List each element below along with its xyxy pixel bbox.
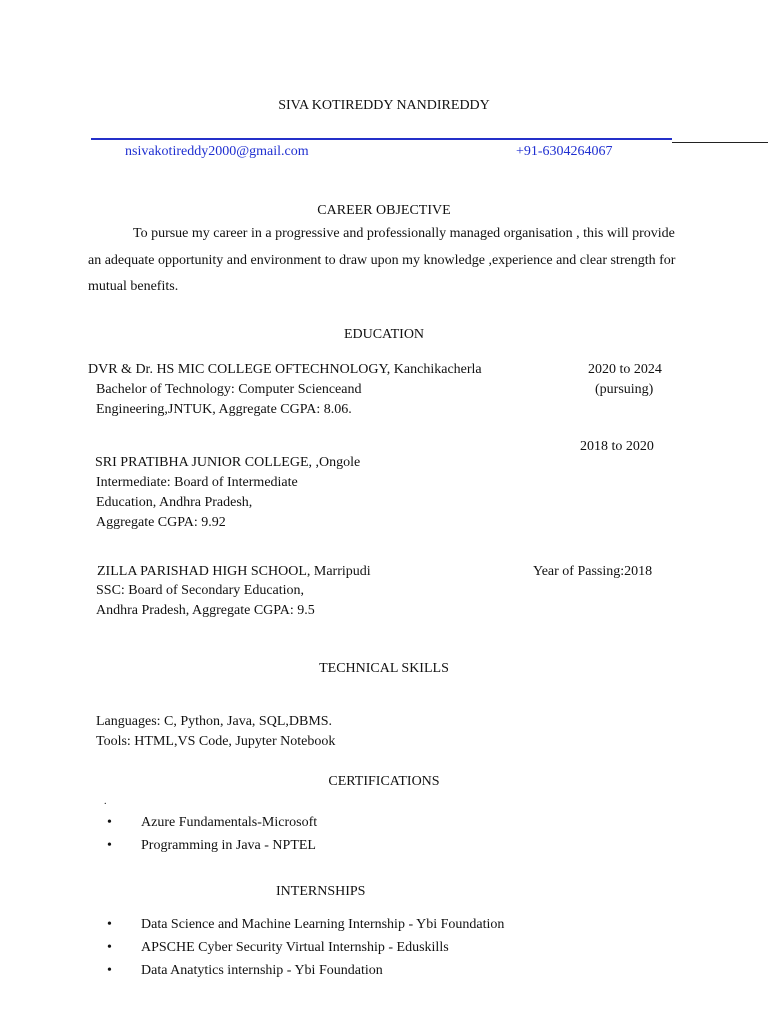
bullet-icon: • xyxy=(107,815,112,830)
certifications-heading: CERTIFICATIONS xyxy=(328,774,440,789)
internship-label: APSCHE Cyber Security Virtual Internship - Eduskills xyxy=(141,940,449,955)
bullet-icon: • xyxy=(107,917,112,932)
email-link[interactable]: nsivakotireddy2000@gmail.com xyxy=(125,144,309,159)
technical-skills-heading: TECHNICAL SKILLS xyxy=(319,661,449,676)
internships-heading: INTERNSHIPS xyxy=(276,884,366,899)
technical-skills-list xyxy=(96,712,335,752)
internship-item xyxy=(105,913,504,936)
bullet-icon: • xyxy=(107,963,112,978)
career-objective-text: To pursue my career in a progressive and professionally managed organisation , this will provide an adequate opportunity and environment to draw upon my knowledge ,experience and clear strength for mutual benefits. xyxy=(88,226,676,294)
candidate-name: SIVA KOTIREDDY NANDIREDDY xyxy=(278,98,490,113)
education-institution-2: SRI PRATIBHA JUNIOR COLLEGE, ,Ongole xyxy=(95,455,361,470)
skills-languages: Languages: C, Python, Java, SQL,DBMS. xyxy=(96,714,333,729)
bullet-icon: • xyxy=(107,838,112,853)
internships-list xyxy=(105,913,504,982)
career-objective-heading: CAREER OBJECTIVE xyxy=(317,203,451,218)
education-heading: EDUCATION xyxy=(343,327,425,342)
header-divider xyxy=(91,138,672,140)
education-details-3 xyxy=(96,581,315,621)
internship-label: Data Science and Machine Learning Internship - Ybi Foundation xyxy=(141,917,505,932)
education-details-1 xyxy=(96,380,361,420)
education-institution-1: DVR & Dr. HS MIC COLLEGE OFTECHNOLOGY, Kanchikacherla xyxy=(88,362,482,377)
education-period-note-1: (pursuing) xyxy=(595,382,654,397)
stray-mark: . xyxy=(104,796,107,807)
skills-tools: Tools: HTML,VS Code, Jupyter Notebook xyxy=(96,734,336,749)
education-detail-line: SSC: Board of Secondary Education, xyxy=(96,583,305,598)
education-detail-line: Bachelor of Technology: Computer Scienceand xyxy=(96,382,362,397)
education-period-1: 2020 to 2024 xyxy=(588,362,662,377)
bullet-icon: • xyxy=(107,940,112,955)
internship-item xyxy=(105,959,504,982)
education-detail-line: Education, Andhra Pradesh, xyxy=(96,495,253,510)
education-detail-line: Aggregate CGPA: 9.92 xyxy=(96,515,226,530)
certification-label: Programming in Java - NPTEL xyxy=(141,838,316,853)
education-period-2: 2018 to 2020 xyxy=(580,439,654,454)
education-period-3: Year of Passing:2018 xyxy=(533,564,653,579)
education-institution-3: ZILLA PARISHAD HIGH SCHOOL, Marripudi xyxy=(97,564,371,579)
internship-label: Data Anatytics internship - Ybi Foundation xyxy=(141,963,383,978)
certifications-list xyxy=(105,811,317,857)
education-detail-line: Andhra Pradesh, Aggregate CGPA: 9.5 xyxy=(96,603,315,618)
phone-number: +91-6304264067 xyxy=(516,144,613,159)
education-detail-line: Engineering,JNTUK, Aggregate CGPA: 8.06. xyxy=(96,402,352,417)
education-detail-line: Intermediate: Board of Intermediate xyxy=(96,475,298,490)
certification-item xyxy=(105,811,317,834)
certification-label: Azure Fundamentals-Microsoft xyxy=(141,815,318,830)
header-divider-tail xyxy=(672,142,768,143)
internship-item xyxy=(105,936,504,959)
education-details-2 xyxy=(96,473,298,533)
certification-item xyxy=(105,834,317,857)
